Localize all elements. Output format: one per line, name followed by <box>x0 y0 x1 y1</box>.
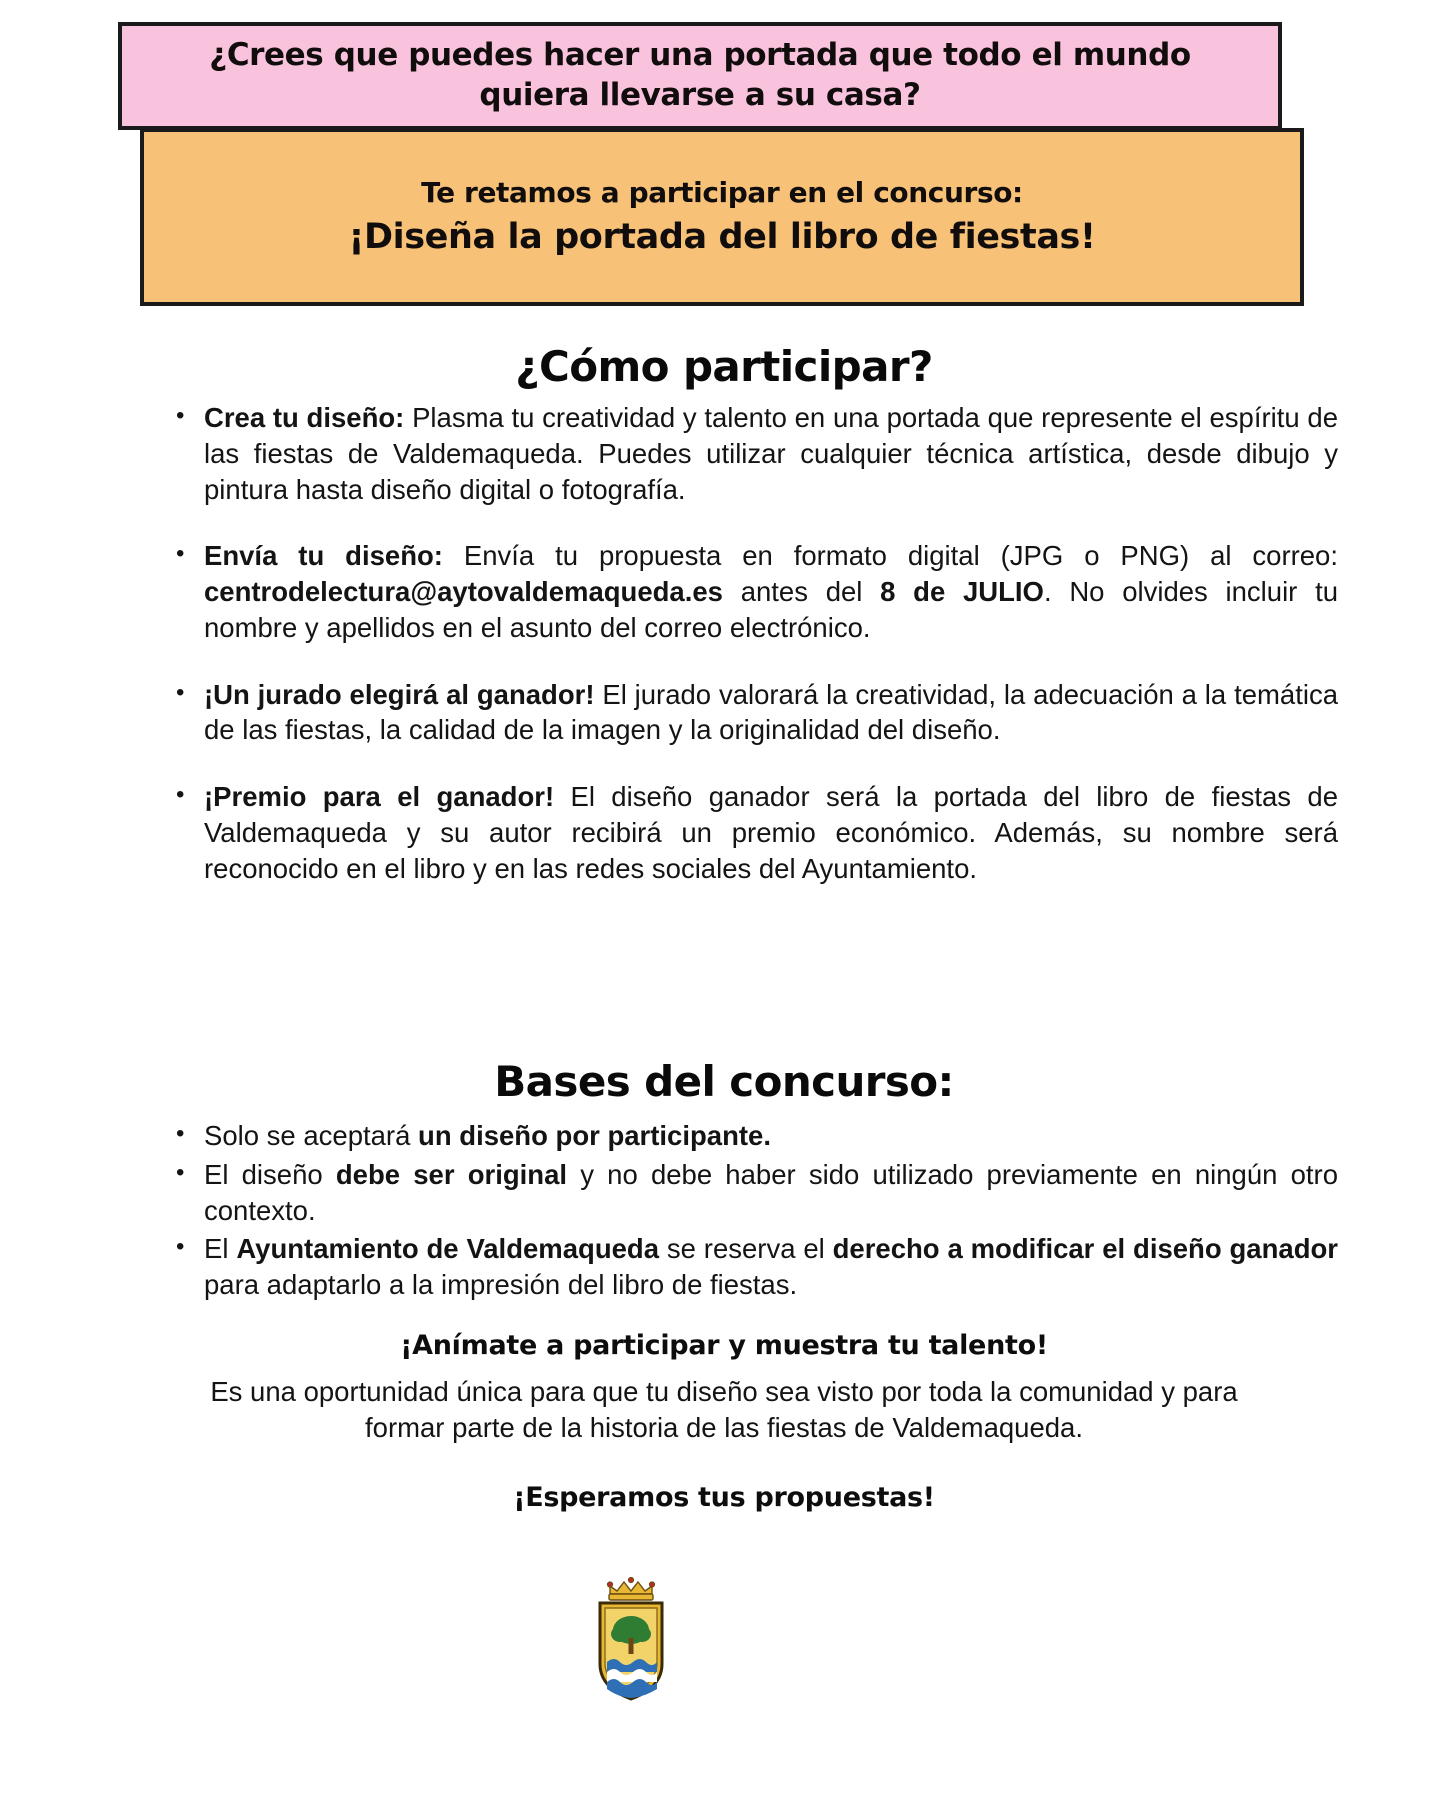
item-body-text: El diseño ganador será la portada del libro de fiestas de Valdemaqueda y su autor recibirá un premio económico. Además, su nombre será reconocido en el libro y en las redes sociales del Ayuntamiento. <box>204 781 1338 884</box>
item-body-text: El jurado valorará la creatividad, la adecuación a la temática de las fiestas, la calidad de la imagen y la originalidad del diseño. <box>204 678 1338 746</box>
item-bold-1: debe ser original <box>335 1158 568 1190</box>
item-body-text-3: . No olvides incluir tu nombre y apellidos en el asunto del correo electrónico. <box>204 576 1339 643</box>
bases-del-concurso-list <box>168 1118 1338 1306</box>
water-waves-icon <box>607 1659 657 1698</box>
list-item-debe-ser-original <box>168 1157 1338 1229</box>
crown-icon <box>607 1577 654 1600</box>
list-item-un-diseno-por-participante <box>168 1118 1338 1154</box>
item-body-text: Plasma tu creatividad y talento en una portada que represente el espíritu de las fiestas de Valdemaqueda. Puedes utilizar cualquier técnica artística, desde dibujo y pintura hasta diseño digital o fotografía. <box>204 402 1338 505</box>
pink-headline-banner <box>118 22 1282 130</box>
closing-final-line: ¡Esperamos tus propuestas! <box>513 1482 935 1513</box>
valdemaqueda-crest-svg <box>586 1572 682 1704</box>
item-body-text-3: para adaptarlo a la impresión del libro de fiestas. <box>204 1269 798 1300</box>
closing-body-line-2: formar parte de la historia de las fiestas de Valdemaqueda. <box>365 1412 1083 1444</box>
list-item-premio <box>168 779 1338 886</box>
orange-banner-line-2: ¡Diseña la portada del libro de fiestas! <box>348 216 1096 257</box>
orange-headline-banner <box>140 128 1304 306</box>
orange-banner-line-1: Te retamos a participar en el concurso: <box>421 175 1023 209</box>
list-item-envia-tu-diseno <box>168 538 1338 645</box>
item-body-text: Envía tu propuesta en formato digital (JPG o PNG) al correo: <box>442 540 1338 572</box>
item-bold-1: Ayuntamiento de Valdemaqueda <box>236 1233 660 1265</box>
list-item-ayuntamiento-derecho <box>168 1231 1338 1303</box>
item-body-text: El diseño <box>204 1158 336 1190</box>
deadline-date: 8 de JULIO <box>880 576 1044 607</box>
contest-email[interactable]: centrodelectura@aytovaldemaqueda.es <box>204 576 723 607</box>
coat-of-arms-icon <box>586 1572 682 1704</box>
item-body-text-2: y no debe haber sido utilizado previamente en ningún otro contexto. <box>204 1158 1338 1226</box>
item-body-text: Solo se aceptará <box>204 1120 419 1151</box>
pink-banner-line-2: quiera llevarse a su casa? <box>479 77 921 113</box>
list-item-jurado <box>168 677 1338 749</box>
item-bold-1: un diseño por participante. <box>418 1120 771 1151</box>
pink-banner-line-1: ¿Crees que puedes hacer una portada que todo el mundo <box>209 37 1191 74</box>
item-lead-label: ¡Un jurado elegirá al ganador! <box>204 678 595 710</box>
item-lead-label: Crea tu diseño: <box>204 402 405 433</box>
heading-bases-del-concurso: Bases del concurso: <box>494 1057 954 1106</box>
item-bold-2: derecho a modificar el diseño ganador <box>832 1233 1338 1265</box>
item-lead-label: ¡Premio para el ganador! <box>204 781 555 812</box>
como-participar-list <box>168 400 1338 917</box>
heading-como-participar: ¿Cómo participar? <box>515 342 933 391</box>
item-body-text: El <box>204 1233 237 1265</box>
closing-call-to-action: ¡Anímate a participar y muestra tu talento! <box>400 1330 1048 1361</box>
item-body-text-2: antes del <box>722 576 881 607</box>
closing-body-line-1: Es una oportunidad única para que tu diseño sea visto por toda la comunidad y para <box>210 1376 1238 1407</box>
list-item-crea-tu-diseno <box>168 400 1338 507</box>
shield-icon <box>600 1603 662 1699</box>
item-body-text-2: se reserva el <box>659 1233 833 1265</box>
item-lead-label: Envía tu diseño: <box>204 540 443 572</box>
closing-body-text <box>124 1374 1324 1447</box>
